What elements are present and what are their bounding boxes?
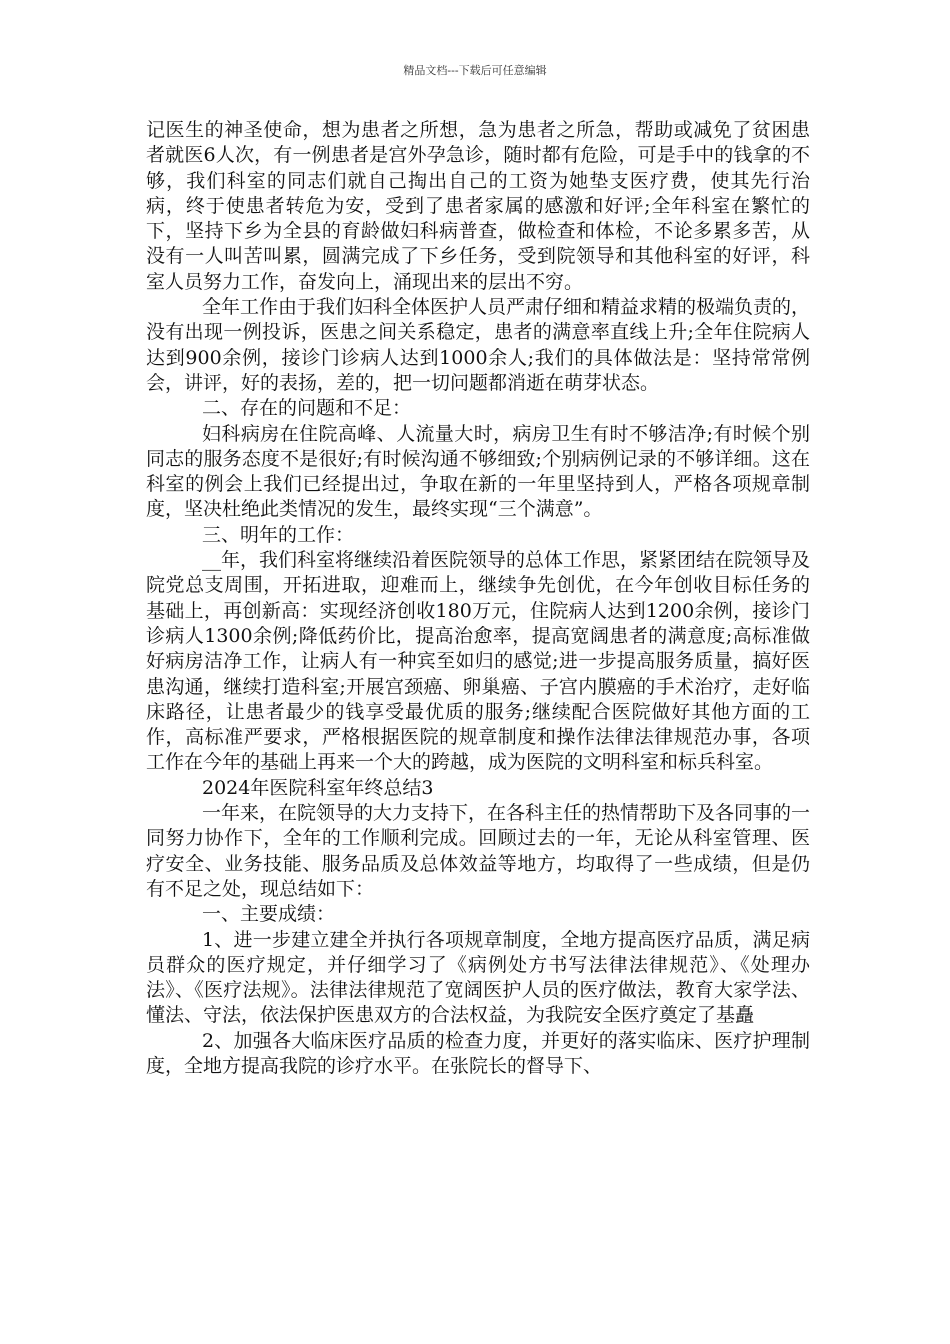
document-body (146, 118, 810, 1079)
section-heading: 三、明年的工作： (202, 523, 355, 546)
section-heading: 一、主要成绩： (202, 903, 336, 926)
paragraph: __年，我们科室将继续沿着医院领导的总体工作思，紧紧团结在院领导及院党总支周围，开拓进取，迎难而上，继续争先创优，在今年创收目标任务的基础上，再创新高：实现经济创收180万元，住院病人达到1200余例，接诊门诊病人1300余例;降低药价比，提高治愈率，提高宽阔患者的满意度;高标准做好病房洁净工作，让病人有一种宾至如归的感觉;进一步提高服务质量，搞好医患沟通，继续打造科室;开展宫颈癌、卵巢癌、子宫内膜癌的手术治疗，走好临床路径，让患者最少的钱享受最优质的服务;继续配合医院做好其他方面的工作，高标准严要求，严格根据医院的规章制度和操作法律法律规范办事，各项工作在今年的基础上再来一个大的跨越，成为医院的文明科室和标兵科室。 (146, 549, 811, 774)
page-header: 精品文档---下载后可任意编辑 (403, 64, 547, 77)
paragraph: 记医生的神圣使命，想为患者之所想，急为患者之所急，帮助或减免了贫困患者就医6人次，有一例患者是宫外孕急诊，随时都有危险，可是手中的钱拿的不够，我们科室的同志们就自己掏出自己的工资为她垫支医疗费，使其先行治病，终于使患者转危为安，受到了患者家属的感激和好评;全年科室在繁忙的下，坚持下乡为全县的育龄做妇科病普查，做检查和体检，不论多累多苦，从没有一人叫苦叫累，圆满完成了下乡任务，受到院领导和其他科室的好评，科室人员努力工作，奋发向上，涌现出来的层出不穷。 (146, 119, 810, 293)
paragraph: 2、加强各大临床医疗品质的检查力度，并更好的落实临床、医疗护理制度，全地方提高我院的诊疗水平。在张院长的督导下、 (146, 1029, 810, 1077)
paragraph: 全年工作由于我们妇科全体医护人员严肃仔细和精益求精的极端负责的，没有出现一例投诉，医患之间关系稳定，患者的满意率直线上升;全年住院病人达到900余例，接诊门诊病人达到1000余人;我们的具体做法是：坚持常常例会，讲评，好的表扬，差的，把一切问题都消逝在萌芽状态。 (146, 296, 811, 394)
paragraph: 妇科病房在住院高峰、人流量大时，病房卫生有时不够洁净;有时候个别同志的服务态度不是很好;有时候沟通不够细致;个别病例记录的不够详细。这在科室的例会上我们已经提出过，争取在新的一年里坚持到人，严格各项规章制度，坚决杜绝此类情况的发生，最终实现“三个满意”。 (146, 422, 810, 521)
document-title: 2024年医院科室年终总结3 (202, 776, 434, 799)
paragraph: 1、进一步建立建全并执行各项规章制度，全地方提高医疗品质，满足病员群众的医疗规定，并仔细学习了《病例处方书写法律法律规范》、《处理办法》、《医疗法规》。法律法律规范了宽阔医护人员的医疗做法，教育大家学法、懂法、守法，依法保护医患双方的合法权益，为我院安全医疗奠定了基矗 (146, 928, 810, 1027)
paragraph: 一年来，在院领导的大力支持下，在各科主任的热情帮助下及各同事的一同努力协作下，全年的工作顺利完成。回顾过去的一年，无论从科室管理、医疗安全、业务技能、服务品质及总体效益等地方，均取得了一些成绩，但是仍有不足之处，现总结如下： (146, 802, 811, 900)
section-heading: 二、存在的问题和不足： (202, 397, 412, 420)
